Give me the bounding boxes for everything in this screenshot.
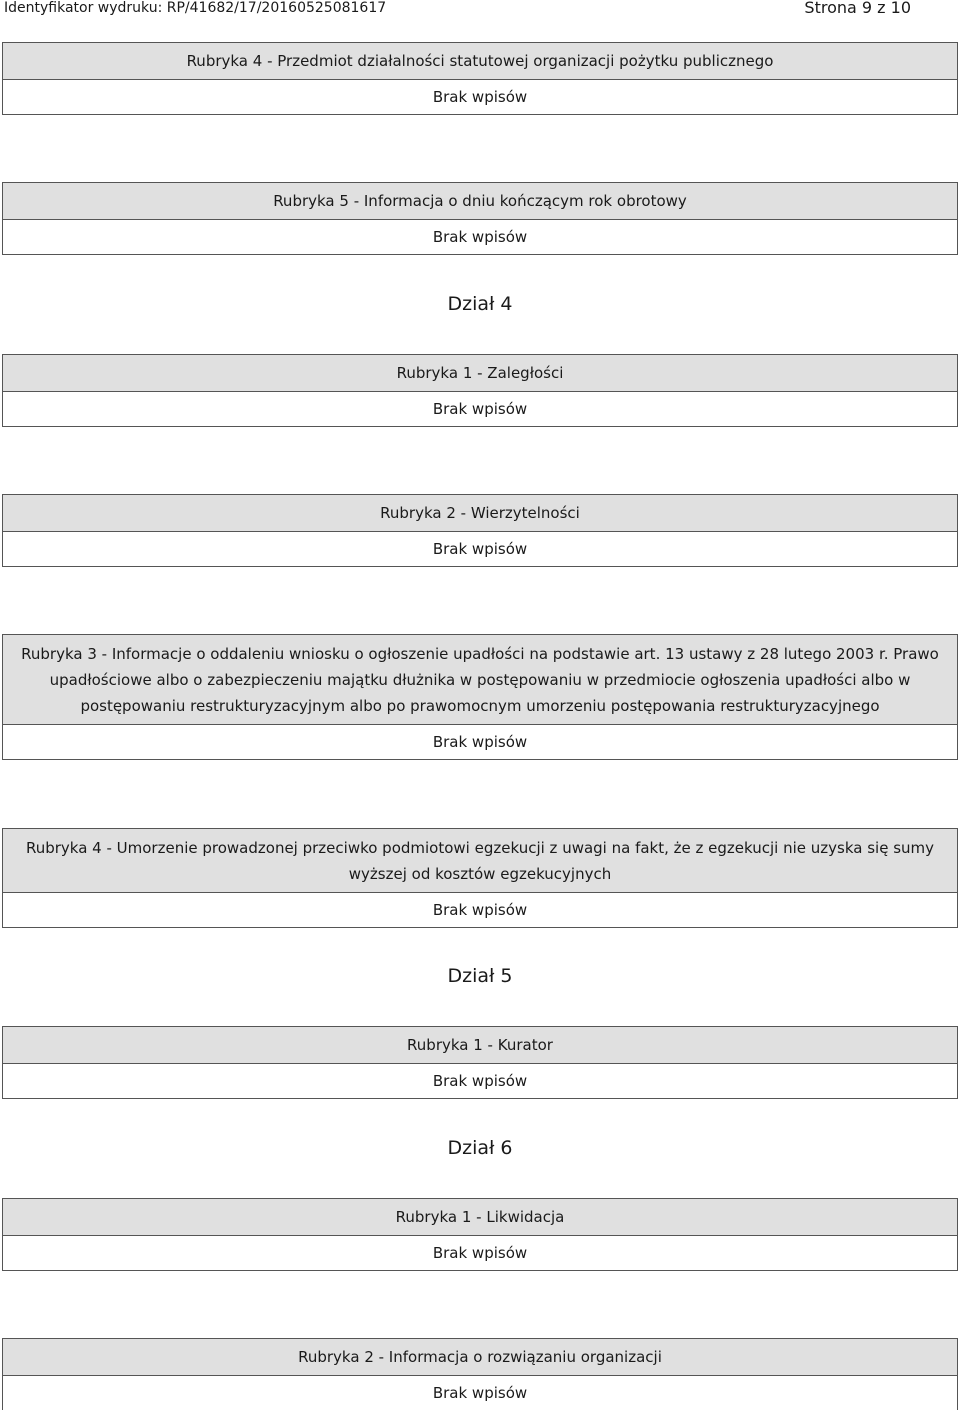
section-rubryka-2-rozwiazanie [2,1338,958,1410]
section-title: Rubryka 1 - Likwidacja [3,1199,957,1236]
section-rubryka-5-rok-obrotowy [2,182,958,255]
page-number: Strona 9 z 10 [804,0,911,17]
section-title: Rubryka 1 - Zaległości [3,355,957,392]
section-title: Rubryka 1 - Kurator [3,1027,957,1064]
dzial-5-heading: Dział 5 [447,965,513,987]
section-title: Rubryka 2 - Wierzytelności [3,495,957,532]
section-rubryka-4-umorzenie [2,828,958,928]
section-title: Rubryka 2 - Informacja o rozwiązaniu organizacji [3,1339,957,1376]
section-title: Rubryka 4 - Przedmiot działalności statutowej organizacji pożytku publicznego [3,43,957,80]
section-value: Brak wpisów [3,1376,957,1410]
section-value: Brak wpisów [3,1236,957,1270]
dzial-4-heading: Dział 4 [447,293,513,315]
section-value: Brak wpisów [3,1064,957,1098]
section-value: Brak wpisów [3,220,957,254]
section-rubryka-3-upadlosc [2,634,958,760]
dzial-6-heading: Dział 6 [447,1137,513,1159]
print-identifier: Identyfikator wydruku: RP/41682/17/20160525081617 [4,0,387,16]
section-title: Rubryka 4 - Umorzenie prowadzonej przeciwko podmiotowi egzekucji z uwagi na fakt, że z egzekucji nie uzyska się sumy wyższej od kosztów egzekucyjnych [3,829,957,893]
section-title: Rubryka 5 - Informacja o dniu kończącym rok obrotowy [3,183,957,220]
section-title: Rubryka 3 - Informacje o oddaleniu wniosku o ogłoszenie upadłości na podstawie art. 13 ustawy z 28 lutego 2003 r. Prawo upadłościowe albo o zabezpieczeniu majątku dłużnika w postępowaniu w przedmiocie ogłoszenia upadłości albo w postępowaniu restrukturyzacyjnym albo po prawomocnym umorzeniu postępowania restrukturyzacyjnego [3,635,957,725]
section-rubryka-4-przedmiot [2,42,958,115]
section-rubryka-1-kurator [2,1026,958,1099]
section-rubryka-1-likwidacja [2,1198,958,1271]
section-value: Brak wpisów [3,532,957,566]
section-rubryka-1-zaleglosci [2,354,958,427]
section-value: Brak wpisów [3,725,957,759]
section-value: Brak wpisów [3,80,957,114]
section-value: Brak wpisów [3,893,957,927]
section-rubryka-2-wierzytelnosci [2,494,958,567]
section-value: Brak wpisów [3,392,957,426]
